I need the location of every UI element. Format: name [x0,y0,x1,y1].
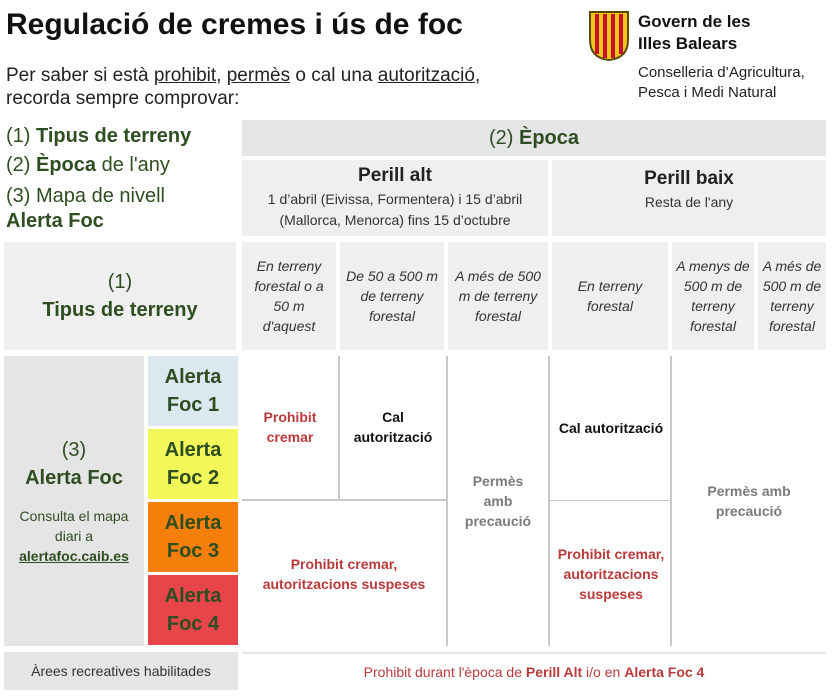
divider [670,356,672,646]
alerta-foc-3-line1: Alerta [164,512,222,534]
intro-mid: o cal una [290,65,378,86]
alerta-foc-3-line2: Foc 3 [166,540,220,562]
cell-permes-precaucio-1-text: Permès amb precaució [464,473,532,529]
alerta-foc-header [4,356,144,646]
cell-permes-precaucio-2 [672,356,826,646]
alerta-foc-1-line1: Alerta [164,366,222,388]
footer-alerta-4: Alerta Foc 4 [624,664,705,680]
terrain-col-1: En terreny forestal o a 50 m d'aquest [242,242,336,350]
logo-line-3: Conselleria d’Agricultura, [638,64,805,81]
divider [338,356,340,500]
alerta-label: Alerta Foc [25,467,123,489]
cell-prohibit-suspeses-1-text: Prohibit cremar, autoritzacions suspeses [262,556,426,592]
perill-alt-dates-2: (Mallorca, Menorca) fins 15 d’octubre [279,212,511,228]
footer-perill-alt: Perill Alt [525,664,583,680]
legend-3-num: (3) Mapa de nivell [6,185,165,207]
legend-1-num: (1) [6,125,36,147]
alerta-num: (3) [61,439,87,461]
alerta-foc-2-line2: Foc 2 [166,467,220,489]
footer-pre: Prohibit durant l'època de [363,664,526,680]
intro-after: , [474,65,481,86]
cell-prohibit-cremar-text: Prohibit cremar [263,409,317,445]
footer-right [242,652,826,690]
alerta-foc-2-line1: Alerta [164,439,222,461]
legend-3-label: Alerta Foc [6,210,104,232]
alerta-foc-4-line2: Foc 4 [166,613,220,635]
alerta-consult-1: Consulta el mapa [19,508,129,524]
cell-prohibit-suspeses-1 [242,502,446,646]
terreny-label: Tipus de terreny [42,299,198,321]
terreny-num: (1) [107,271,133,293]
perill-baix-title: Perill baix [644,168,734,189]
terrain-col-5: A menys de 500 m de terreny forestal [672,242,754,350]
cell-permes-precaucio-2-text: Permès amb precaució [707,483,791,519]
alertafoc-link[interactable]: alertafoc.caib.es [19,548,129,564]
cell-prohibit-suspeses-2-text: Prohibit cremar, autoritzacions suspeses [557,546,665,602]
alerta-foc-1 [148,356,238,426]
logo-line-1: Govern de les [638,12,751,31]
terrain-col-6: A més de 500 m de terreny forestal [758,242,826,350]
cell-cal-autoritzacio-2 [552,356,670,500]
intro-sep: , [216,65,227,86]
perill-alt-title: Perill alt [358,165,432,186]
epoca-label: Època [518,126,580,149]
govern-logo [586,8,826,108]
legend-2-label: Època [36,154,97,176]
cell-cal-autoritzacio-1 [340,356,446,498]
alerta-foc-1-line2: Foc 1 [166,394,220,416]
intro-autoritzacio: autorització [377,65,475,86]
logo-line-4: Pesca i Medi Natural [638,84,777,101]
alerta-consult-2: diari a [54,528,94,544]
alerta-foc-3 [148,502,238,572]
intro-prohibit: prohibit [153,65,217,86]
terrain-col-4: En terreny forestal [552,242,668,350]
terrain-col-3: A més de 500 m de terreny forestal [448,242,548,350]
epoca-num: (2) [488,126,519,149]
divider [446,356,448,646]
cell-prohibit-cremar [242,356,338,498]
footer-left: Àrees recreatives habilitades [4,652,238,690]
alerta-foc-2 [148,429,238,499]
perill-alt-header [242,160,548,236]
page-title: Regulació de cremes i ús de foc [6,8,463,41]
intro-permes: permès [226,65,291,86]
perill-baix-subtitle: Resta de l'any [644,194,734,210]
logo-line-2: Illes Balears [638,34,738,53]
footer-mid: i/o en [582,664,625,680]
cell-permes-precaucio-1 [448,356,548,646]
divider [242,499,448,501]
legend [6,122,238,234]
intro-before: Per saber si està [6,65,154,86]
divider [548,356,550,646]
alerta-foc-4-line1: Alerta [164,585,222,607]
legend-1-label: Tipus de terreny [36,125,192,147]
epoca-header [242,120,826,156]
cell-prohibit-suspeses-2 [552,502,670,646]
terreny-header [4,242,236,350]
cell-cal-autoritzacio-2-text: Cal autorització [558,420,664,436]
intro-text [6,64,566,110]
perill-baix-header [552,160,826,236]
divider [550,500,672,501]
legend-2-rest: de l'any [96,154,170,176]
intro-line2: recorda sempre comprovar: [6,88,240,109]
perill-alt-dates-1: 1 d’abril (Eivissa, Formentera) i 15 d’abril [267,191,523,207]
cell-cal-autoritzacio-1-text: Cal autorització [353,409,433,445]
terrain-col-2: De 50 a 500 m de terreny forestal [340,242,444,350]
alerta-foc-4 [148,575,238,645]
legend-2-num: (2) [6,154,36,176]
coat-of-arms-icon [588,10,630,62]
